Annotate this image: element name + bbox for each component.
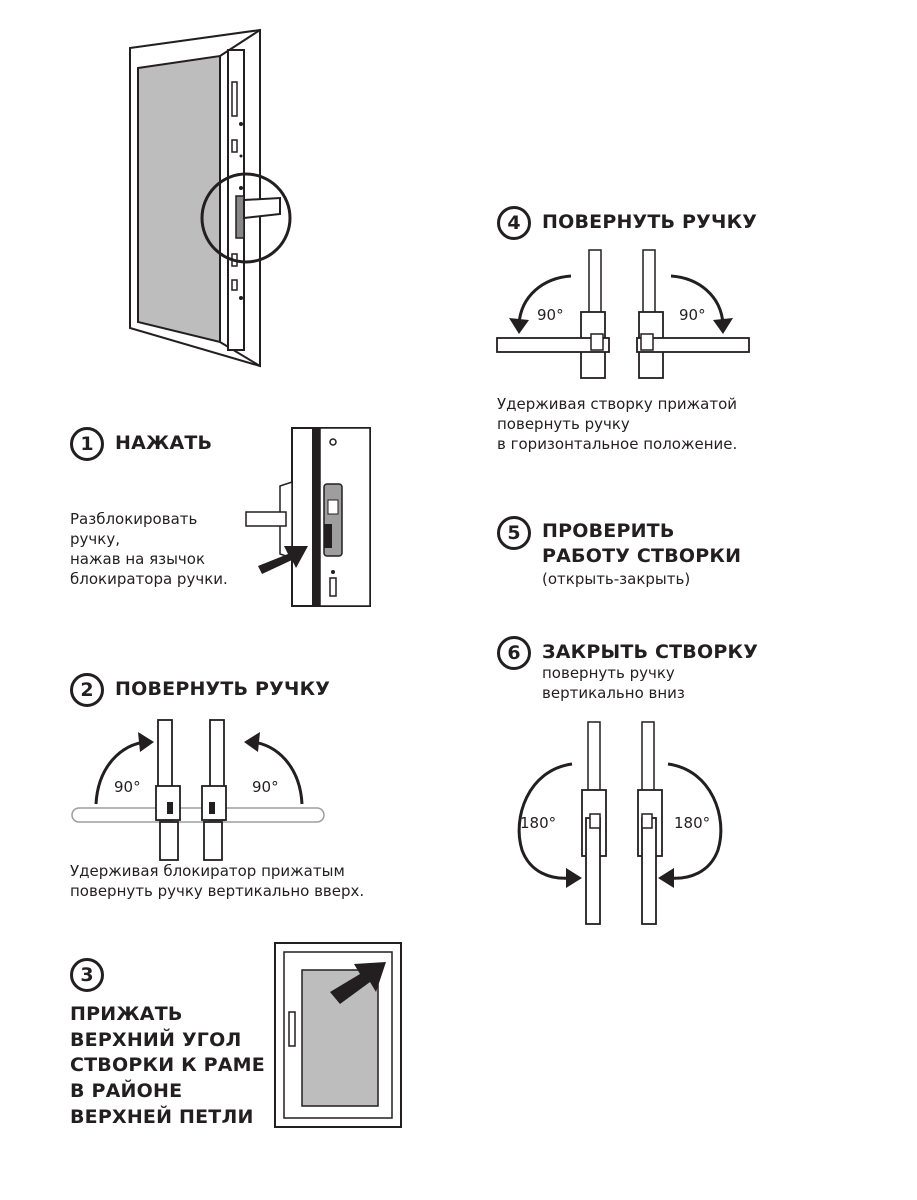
step-2-text-line: повернуть ручку вертикально вверх. [70,881,365,900]
step-2-text [70,862,364,902]
step-6-angle-right: 180° [674,814,711,832]
step-3-title-line: СТВОРКИ К РАМЕ [70,1054,265,1077]
step-6-text-line: вертикально вниз [542,683,685,702]
step-1-text-line: ручку, [70,529,120,548]
step-3-title-line: ВЕРХНЕЙ ПЕТЛИ [70,1105,254,1128]
step-2-angle-left: 90° [114,778,141,796]
step-1-title: НАЖАТЬ [115,432,213,454]
step-2-angle-right: 90° [252,778,279,796]
step-3-title-line: ПРИЖАТЬ [70,1003,183,1025]
step-1-text-line: Разблокировать [70,510,198,528]
step-2-text-line: Удерживая блокиратор прижатым [70,862,345,880]
step-6-text [542,664,685,704]
step-4-angle-right: 90° [679,306,706,324]
step-4-text [497,395,737,455]
rotate-handle-up-diagram [70,718,330,863]
step-4-number: 4 [497,206,531,240]
step-4-text-line: в горизонтальное положение. [497,434,738,453]
step-1-text-line: блокиратора ручки. [70,569,228,588]
step-4-text-line: Удерживая створку прижатой [497,395,738,413]
step-6-text-line: повернуть ручку [542,664,675,682]
rotate-handle-down-diagram [510,722,730,928]
step-1-text-line: нажав на язычок [70,549,206,568]
step-5-subtitle: (открыть-закрыть) [542,570,691,588]
rotate-handle-horizontal-diagram [495,250,755,385]
step-3-title [70,1002,265,1130]
step-5-title [542,519,741,568]
step-3-number: 3 [70,958,104,992]
step-5-number: 5 [497,516,531,550]
step-3-title-line: ВЕРХНИЙ УГОЛ [70,1028,242,1051]
step-2-number: 2 [70,673,104,707]
step-6-angle-left: 180° [520,814,557,832]
step-4-angle-left: 90° [537,306,564,324]
step-4-title: ПОВЕРНУТЬ РУЧКУ [542,211,758,233]
press-arrow-icon [258,538,308,574]
handle-lock-closeup-illustration [240,428,375,608]
step-4-text-line: повернуть ручку [497,414,630,433]
window-overview-illustration [120,28,300,368]
step-6-number: 6 [497,636,531,670]
step-1-text [70,510,228,590]
step-6-title: ЗАКРЫТЬ СТВОРКУ [542,641,759,663]
step-5-title-line: ПРОВЕРИТЬ [542,520,675,542]
step-3-title-line: В РАЙОНЕ [70,1079,183,1102]
corner-press-arrow-icon [330,960,386,1004]
step-2-title: ПОВЕРНУТЬ РУЧКУ [115,678,331,700]
step-1-number: 1 [70,427,104,461]
step-5-title-line: РАБОТУ СТВОРКИ [542,544,742,567]
